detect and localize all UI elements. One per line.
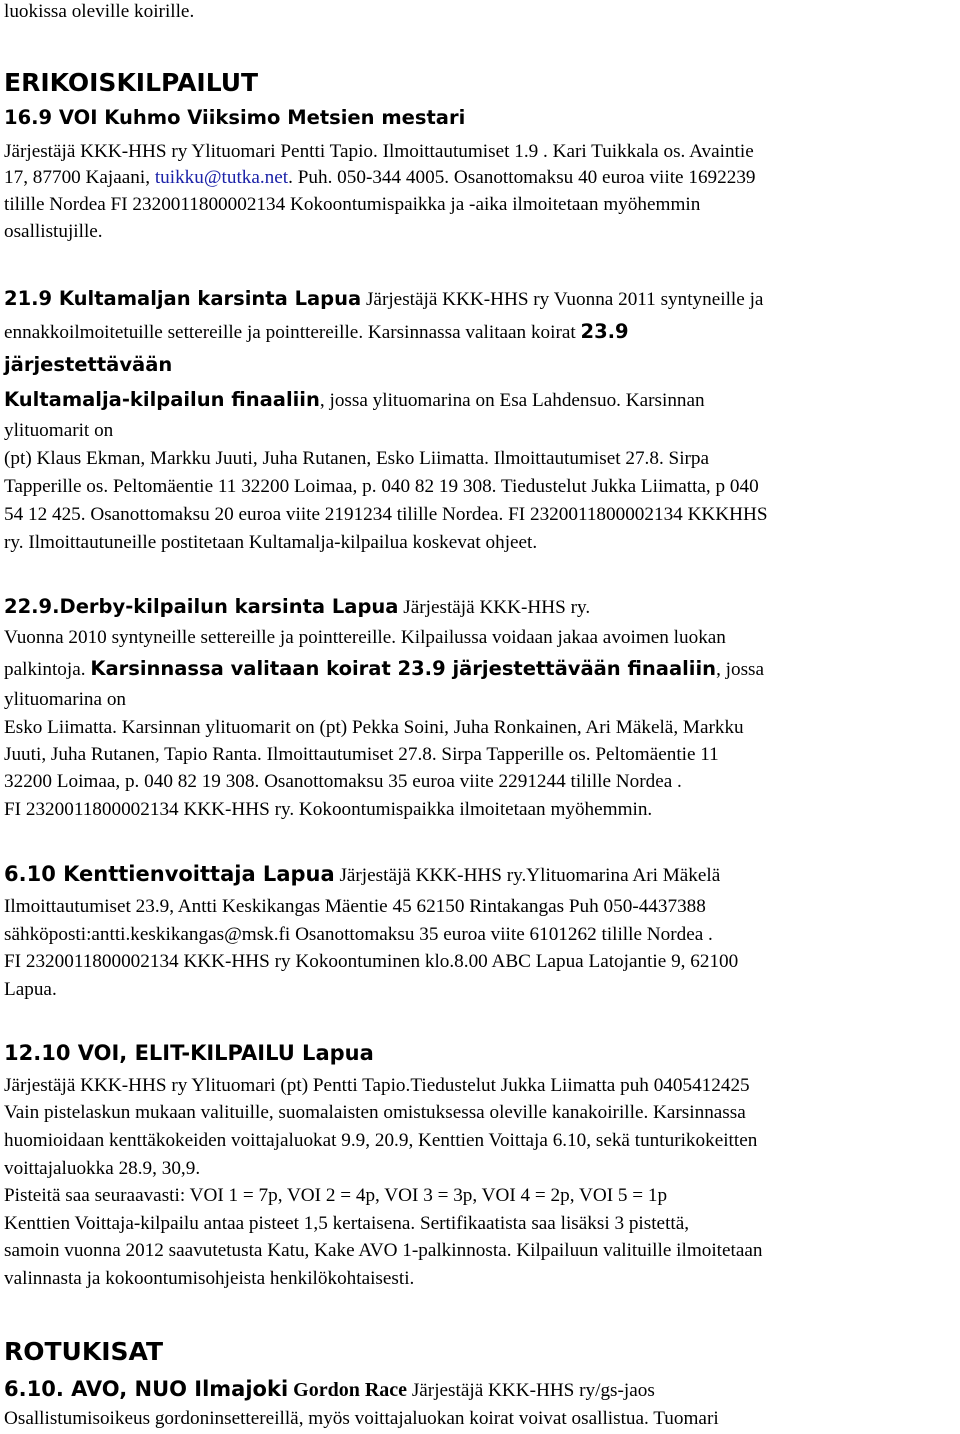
text-line: Vain pistelaskun mukaan valituille, suomalaisten omistuksessa oleville kanakoirille. Karsinnassa: [4, 1102, 746, 1123]
email-link[interactable]: tuikku@tutka.net: [154, 167, 289, 188]
event-title: 12.10 VOI, ELIT-KILPAILU Lapua: [4, 1041, 374, 1065]
text-line: Lapua.: [4, 979, 57, 1000]
text-line: osallistujille.: [4, 221, 103, 242]
event-title: 6.10. AVO, NUO Ilmajoki: [4, 1377, 289, 1401]
text-line: tilille Nordea FI 2320011800002134 Kokoontumispaikka ja -aika ilmoitetaan myöhemmin: [4, 194, 701, 215]
event-subtitle: [288, 1379, 407, 1401]
event-line: [4, 289, 763, 309]
text-line: FI 2320011800002134 KKK-HHS ry. Kokoontumispaikka ilmoitetaan myöhemmin.: [4, 799, 653, 820]
section-heading: ROTUKISAT: [4, 1337, 163, 1366]
text-span: ennakkoilmoitetuille settereille ja pointtereille. Karsinnassa valitaan koirat: [4, 322, 581, 343]
text-span: Järjestäjä KKK-HHS ry.: [398, 597, 591, 618]
text-line: Ilmoittautumiset 23.9, Antti Keskikangas Mäentie 45 62150 Rintakangas Puh 050-4437388: [4, 896, 706, 917]
text-line: Juuti, Juha Rutanen, Tapio Ranta. Ilmoittautumiset 27.8. Sirpa Tapperille os. Peltomäentie 11: [4, 744, 719, 765]
text-line: Järjestäjä KKK-HHS ry Ylituomari Pentti Tapio. Ilmoittautumiset 1.9 . Kari Tuikkala os. Avaintie: [4, 141, 754, 162]
text-line: Esko Liimatta. Karsinnan ylituomarit on (pt) Pekka Soini, Juha Ronkainen, Ari Mäkelä, Markku: [4, 717, 744, 738]
text-line: 54 12 425. Osanottomaksu 20 euroa viite 2191234 tilille Nordea. FI 2320011800002134 KKKHHS: [4, 504, 768, 525]
event-title: 16.9 VOI Kuhmo Viiksimo Metsien mestari: [4, 106, 466, 129]
text-span: palkintoja.: [4, 659, 91, 680]
text-line: ry. Ilmoittautuneille postitetaan Kultamalja-kilpailua koskevat ohjeet.: [4, 532, 538, 553]
text-span: , jossa: [716, 659, 765, 680]
text-line: [4, 390, 705, 410]
text-line: ylituomarit on: [4, 420, 114, 441]
text-line: sähköposti:antti.keskikangas@msk.fi Osanottomaksu 35 euroa viite 6101262 tilille Nordea .: [4, 924, 713, 945]
text-line: Kenttien Voittaja-kilpailu antaa pisteet 1,5 kertaisena. Sertifikaatista saa lisäksi 3 pistettä,: [4, 1213, 690, 1234]
text-span: . Puh. 050-344 4005. Osanottomaksu 40 euroa viite 1692239: [288, 167, 756, 188]
text-line: Vuonna 2010 syntyneille settereille ja pointtereille. Kilpailussa voidaan jakaa avoimen luokan: [4, 627, 726, 648]
bold-span: Karsinnassa valitaan koirat 23.9 järjestettävään finaaliin: [90, 657, 717, 680]
event-line: [4, 597, 590, 617]
text-span: Järjestäjä KKK-HHS ry Vuonna 2011 syntyneille ja: [361, 289, 764, 310]
text-line: Tapperille os. Peltomäentie 11 32200 Loimaa, p. 040 82 19 308. Tiedustelut Jukka Liimatta, p 040: [4, 476, 759, 497]
text-span: Järjestäjä KKK-HHS ry/gs-jaos: [407, 1380, 655, 1401]
section-heading: ERIKOISKILPAILUT: [4, 68, 259, 97]
text-line: samoin vuonna 2012 saavutetusta Katu, Kake AVO 1-palkinnosta. Kilpailuun valituille ilmoitetaan: [4, 1240, 763, 1261]
text-span: Gordon Race: [293, 1379, 408, 1401]
text-line: Pisteitä saa seuraavasti: VOI 1 = 7p, VOI 2 = 4p, VOI 3 = 3p, VOI 4 = 2p, VOI 5 = 1p: [4, 1185, 668, 1206]
event-title: 22.9.Derby-kilpailun karsinta Lapua: [4, 595, 399, 618]
text-span: , jossa ylituomarina on Esa Lahdensuo. Karsinnan: [319, 390, 705, 411]
text-line: huomioidaan kenttäkokeiden voittajaluokat 9.9, 20.9, Kenttien Voittaja 6.10, sekä tunturikokeitten: [4, 1130, 758, 1151]
text-line: ylituomarina on: [4, 689, 127, 710]
bold-line: järjestettävään: [4, 353, 173, 376]
event-line: [4, 864, 720, 885]
text-line: Järjestäjä KKK-HHS ry Ylituomari (pt) Pentti Tapio.Tiedustelut Jukka Liimatta puh 0405412425: [4, 1075, 750, 1096]
event-title: 21.9 Kultamaljan karsinta Lapua: [4, 287, 362, 310]
event-line: [4, 1379, 655, 1400]
text-line: FI 2320011800002134 KKK-HHS ry Kokoontuminen klo.8.00 ABC Lapua Latojantie 9, 62100: [4, 951, 739, 972]
text-line: voittajaluokka 28.9, 30,9.: [4, 1158, 201, 1179]
text-line: 32200 Loimaa, p. 040 82 19 308. Osanottomaksu 35 euroa viite 2291244 tilille Nordea .: [4, 771, 682, 792]
event-title: 6.10 Kenttienvoittaja Lapua: [4, 862, 335, 886]
text-line: [4, 322, 629, 342]
text-line: valinnasta ja kokoontumisohjeista henkilökohtaisesti.: [4, 1268, 415, 1289]
text-line: luokissa oleville koirille.: [4, 1, 195, 22]
text-span: Järjestäjä KKK-HHS ry.Ylituomarina Ari Mäkelä: [334, 865, 721, 886]
bold-span: 23.9: [580, 320, 629, 343]
text-line: Osallistumisoikeus gordoninsettereillä, myös voittajaluokan koirat voivat osallistua. Tuomari: [4, 1408, 719, 1429]
text-line: [4, 659, 764, 679]
bold-span: Kultamalja-kilpailun finaaliin: [4, 388, 320, 411]
text-span: 17, 87700 Kajaani,: [4, 167, 155, 188]
text-line: (pt) Klaus Ekman, Markku Juuti, Juha Rutanen, Esko Liimatta. Ilmoittautumiset 27.8. Sirpa: [4, 448, 710, 469]
text-line: [4, 168, 756, 187]
